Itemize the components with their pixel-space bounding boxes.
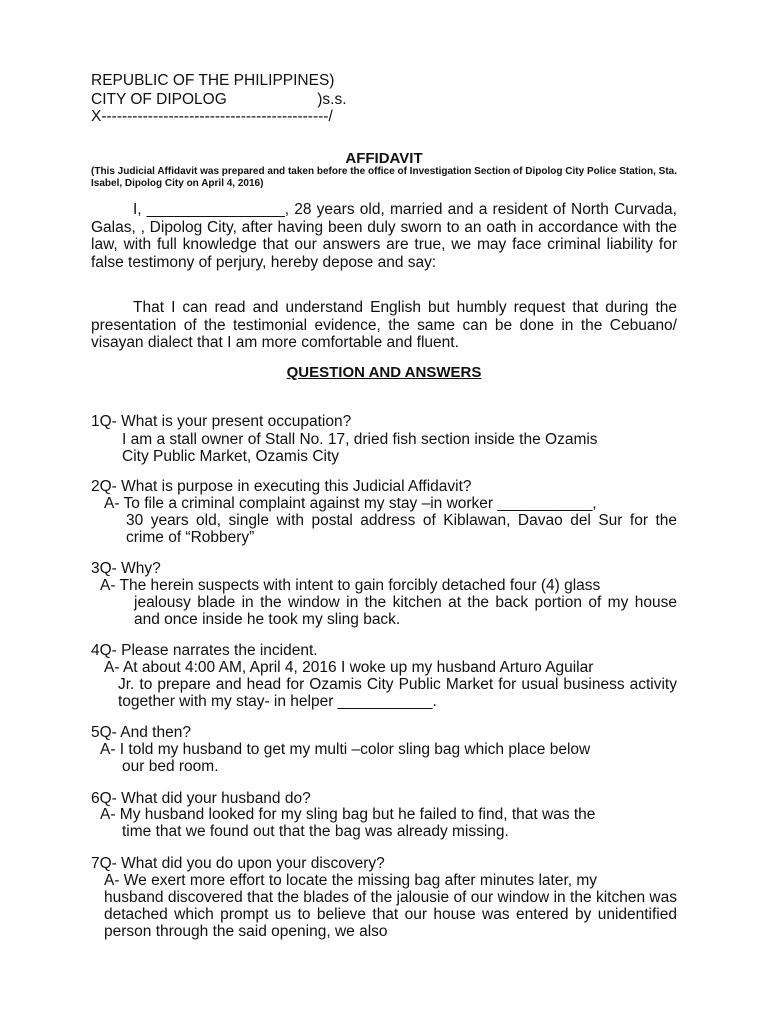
answer-3-cont: jealousy blade in the window in the kitchen at the back portion of my house and once inside he took my sling back.: [134, 594, 677, 628]
answer-6-line: A- My husband looked for my sling bag but he failed to find, that was the: [100, 806, 596, 823]
question-4: 4Q- Please narrates the incident.: [91, 642, 318, 659]
question-1: 1Q- What is your present occupation?: [91, 413, 352, 430]
preparation-note: (This Judicial Affidavit was prepared and taken before the office of Investigation Section of Dipolog City Police Station, Sta. Isabel, Dipolog City on April 4, 2016): [91, 166, 677, 189]
header-city: CITY OF DIPOLOG )s.s.: [91, 91, 347, 108]
answer-2-line: A- To file a criminal complaint against my stay –in worker ___________,: [104, 495, 597, 512]
question-6: 6Q- What did your husband do?: [91, 790, 311, 807]
question-3: 3Q- Why?: [91, 560, 161, 577]
answer-4: [104, 659, 677, 710]
question-7: 7Q- What did you do upon your discovery?: [91, 855, 385, 872]
answer-7-line: A- We exert more effort to locate the missing bag after minutes later, my: [104, 872, 598, 889]
answer-7-cont: husband discovered that the blades of the jalousie of our window in the kitchen was detached which prompt us to believe that our house was entered by unidentified person through the said opening, we also: [104, 889, 677, 940]
answer-5-line: A- I told my husband to get my multi –color sling bag which place below: [100, 741, 591, 758]
answer-1-line: I am a stall owner of Stall No. 17, dried fish section inside the Ozamis: [122, 431, 598, 448]
answer-3: [100, 577, 677, 628]
answer-2-cont: 30 years old, single with postal address of Kiblawan, Davao del Sur for the crime of “Robbery”: [126, 512, 677, 546]
document-title: AFFIDAVIT: [345, 150, 423, 167]
language-paragraph: That I can read and understand English but humbly request that during the presentation of the testimonial evidence, the same can be done in the Cebuano/ visayan dialect that I am more comfortable and fluent.: [91, 299, 677, 351]
answer-5: [100, 741, 677, 775]
answer-1: [122, 431, 677, 465]
answer-4-line: A- At about 4:00 AM, April 4, 2016 I woke up my husband Arturo Aguilar: [104, 659, 594, 676]
header-separator: X--------------------------------------------/: [91, 108, 333, 125]
section-title: QUESTION AND ANSWERS: [286, 364, 482, 381]
answer-7: [104, 872, 677, 940]
header-republic: REPUBLIC OF THE PHILIPPINES): [91, 72, 335, 89]
answer-3-line: A- The herein suspects with intent to gain forcibly detached four (4) glass: [100, 577, 601, 594]
answer-4-cont: Jr. to prepare and head for Ozamis City Public Market for usual business activity together with my stay- in helper ___________.: [118, 676, 677, 710]
answer-5-cont: our bed room.: [122, 758, 219, 775]
intro-paragraph: I, ________________, 28 years old, married and a resident of North Curvada, Galas, , Dipolog City, after having been duly sworn to an oath in accordance with the law, with full knowledge that our answers are true, we may face criminal liability for false testimony of perjury, hereby depose and say:: [91, 201, 677, 271]
answer-6-cont: time that we found out that the bag was already missing.: [122, 823, 509, 840]
answer-1-cont: City Public Market, Ozamis City: [122, 448, 340, 465]
question-2: 2Q- What is purpose in executing this Judicial Affidavit?: [91, 478, 472, 495]
question-5: 5Q- And then?: [91, 724, 191, 741]
answer-2: [104, 495, 677, 546]
answer-6: [100, 806, 677, 840]
